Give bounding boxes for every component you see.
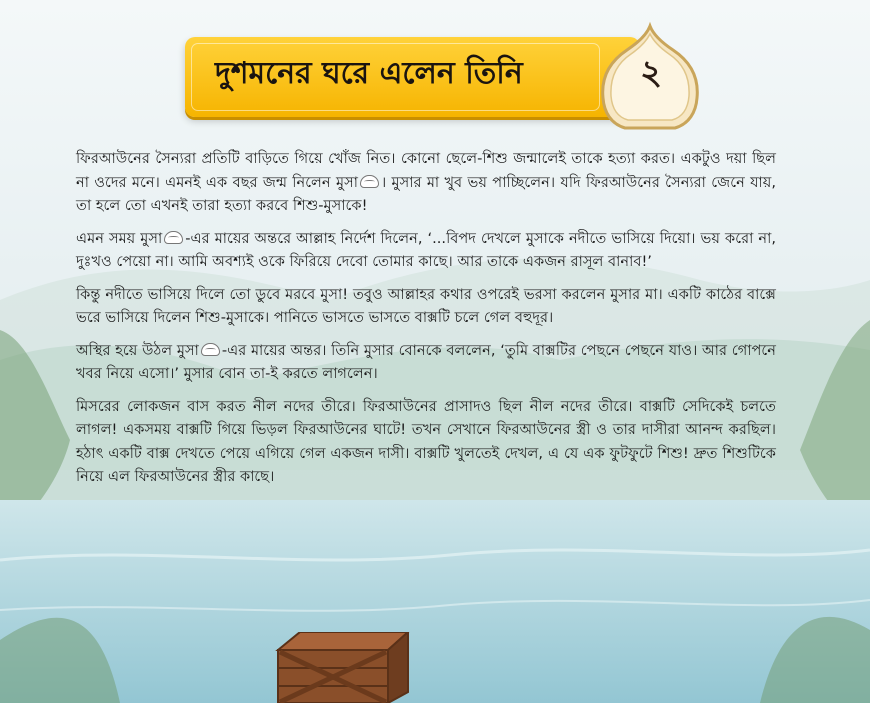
paragraph-text: ফিরআউনের সৈন্যরা প্রতিটি বাড়িতে গিয়ে খোঁজ নিত। কোনো ছেলে-শিশু জন্মালেই তাকে হত্যা করত। একটুও দয়া ছিল না ওদের মনে। এমনই এক বছর জন্ম নিলেন মুসা — [76, 150, 776, 191]
paragraph-text: -এর মায়ের অন্তরে আল্লাহ নির্দেশ দিলেন, ‘...বিপদ দেখলে মুসাকে নদীতে ভাসিয়ে দিয়ো। ভয় করো না, দুঃখও পেয়ো না। আমি অবশ্যই ওকে ফিরিয়ে দেবো তোমার কাছে। আর তাকে একজন রাসূল বানাব!’ — [76, 229, 776, 270]
chapter-number: ২ — [639, 53, 663, 93]
paragraph — [76, 227, 776, 274]
paragraph-text: এমন সময় মুসা — [76, 229, 163, 247]
paragraph-text: মিসরের লোকজন বাস করত নীল নদের তীরে। ফিরআউনের প্রাসাদও ছিল নীল নদের তীরে। বাক্সটি সেদিকেই চলতে লাগল! একসময় বাক্সটি গিয়ে ভিড়ল ফিরআউনের ঘাটে! তখন সেখানে ফিরআউনের স্ত্রী ও তার দাসীরা আনন্দ করছিল। হঠাৎ একটি বাক্স দেখতে পেয়ে এগিয়ে গেল একজন দাসী। বাক্সটি খুলতেই দেখল, এ যে এক ফুটফুটে শিশু! দ্রুত শিশুটিকে নিয়ে এল ফিরআউনের স্ত্রীর কাছে। — [76, 397, 776, 485]
honorific-icon — [164, 231, 183, 244]
paragraph-text: -এর মায়ের অন্তর। তিনি মুসার বোনকে বললেন, ‘তুমি বাক্সটির পেছনে পেছনে যাও। আর গোপনে খবর নিয়ে এসো।’ মুসার বোন তা-ই করতে লাগলেন। — [76, 341, 776, 382]
paragraph — [76, 283, 776, 330]
honorific-icon — [360, 175, 379, 188]
honorific-icon — [201, 343, 220, 356]
wooden-crate-icon — [270, 632, 415, 703]
paragraph-text: । মুসার মা খুব ভয় পাচ্ছিলেন। যদি ফিরআউনের সৈন্যরা জেনে যায়, তা হলে তো এখনই তারা হত্যা করবে শিশু-মুসাকে! — [76, 173, 776, 214]
paragraph-text: অস্থির হয়ে উঠল মুসা — [76, 341, 199, 359]
chapter-title: দুশমনের ঘরে এলেন তিনি — [215, 56, 523, 91]
paragraph — [76, 395, 776, 489]
paragraph-text: কিন্তু নদীতে ভাসিয়ে দিলে তো ডুবে মরবে মুসা! তবুও আল্লাহর কথার ওপরেই ভরসা করলেন মুসার মা। একটি কাঠের বাক্সে ভরে ভাসিয়ে দিলেন শিশু-মুসাকে। পানিতে ভাসতে ভাসতে বাক্সটি চলে গেল বহুদূর। — [76, 285, 776, 326]
story-text — [76, 147, 776, 498]
paragraph — [76, 339, 776, 386]
paragraph — [76, 147, 776, 218]
